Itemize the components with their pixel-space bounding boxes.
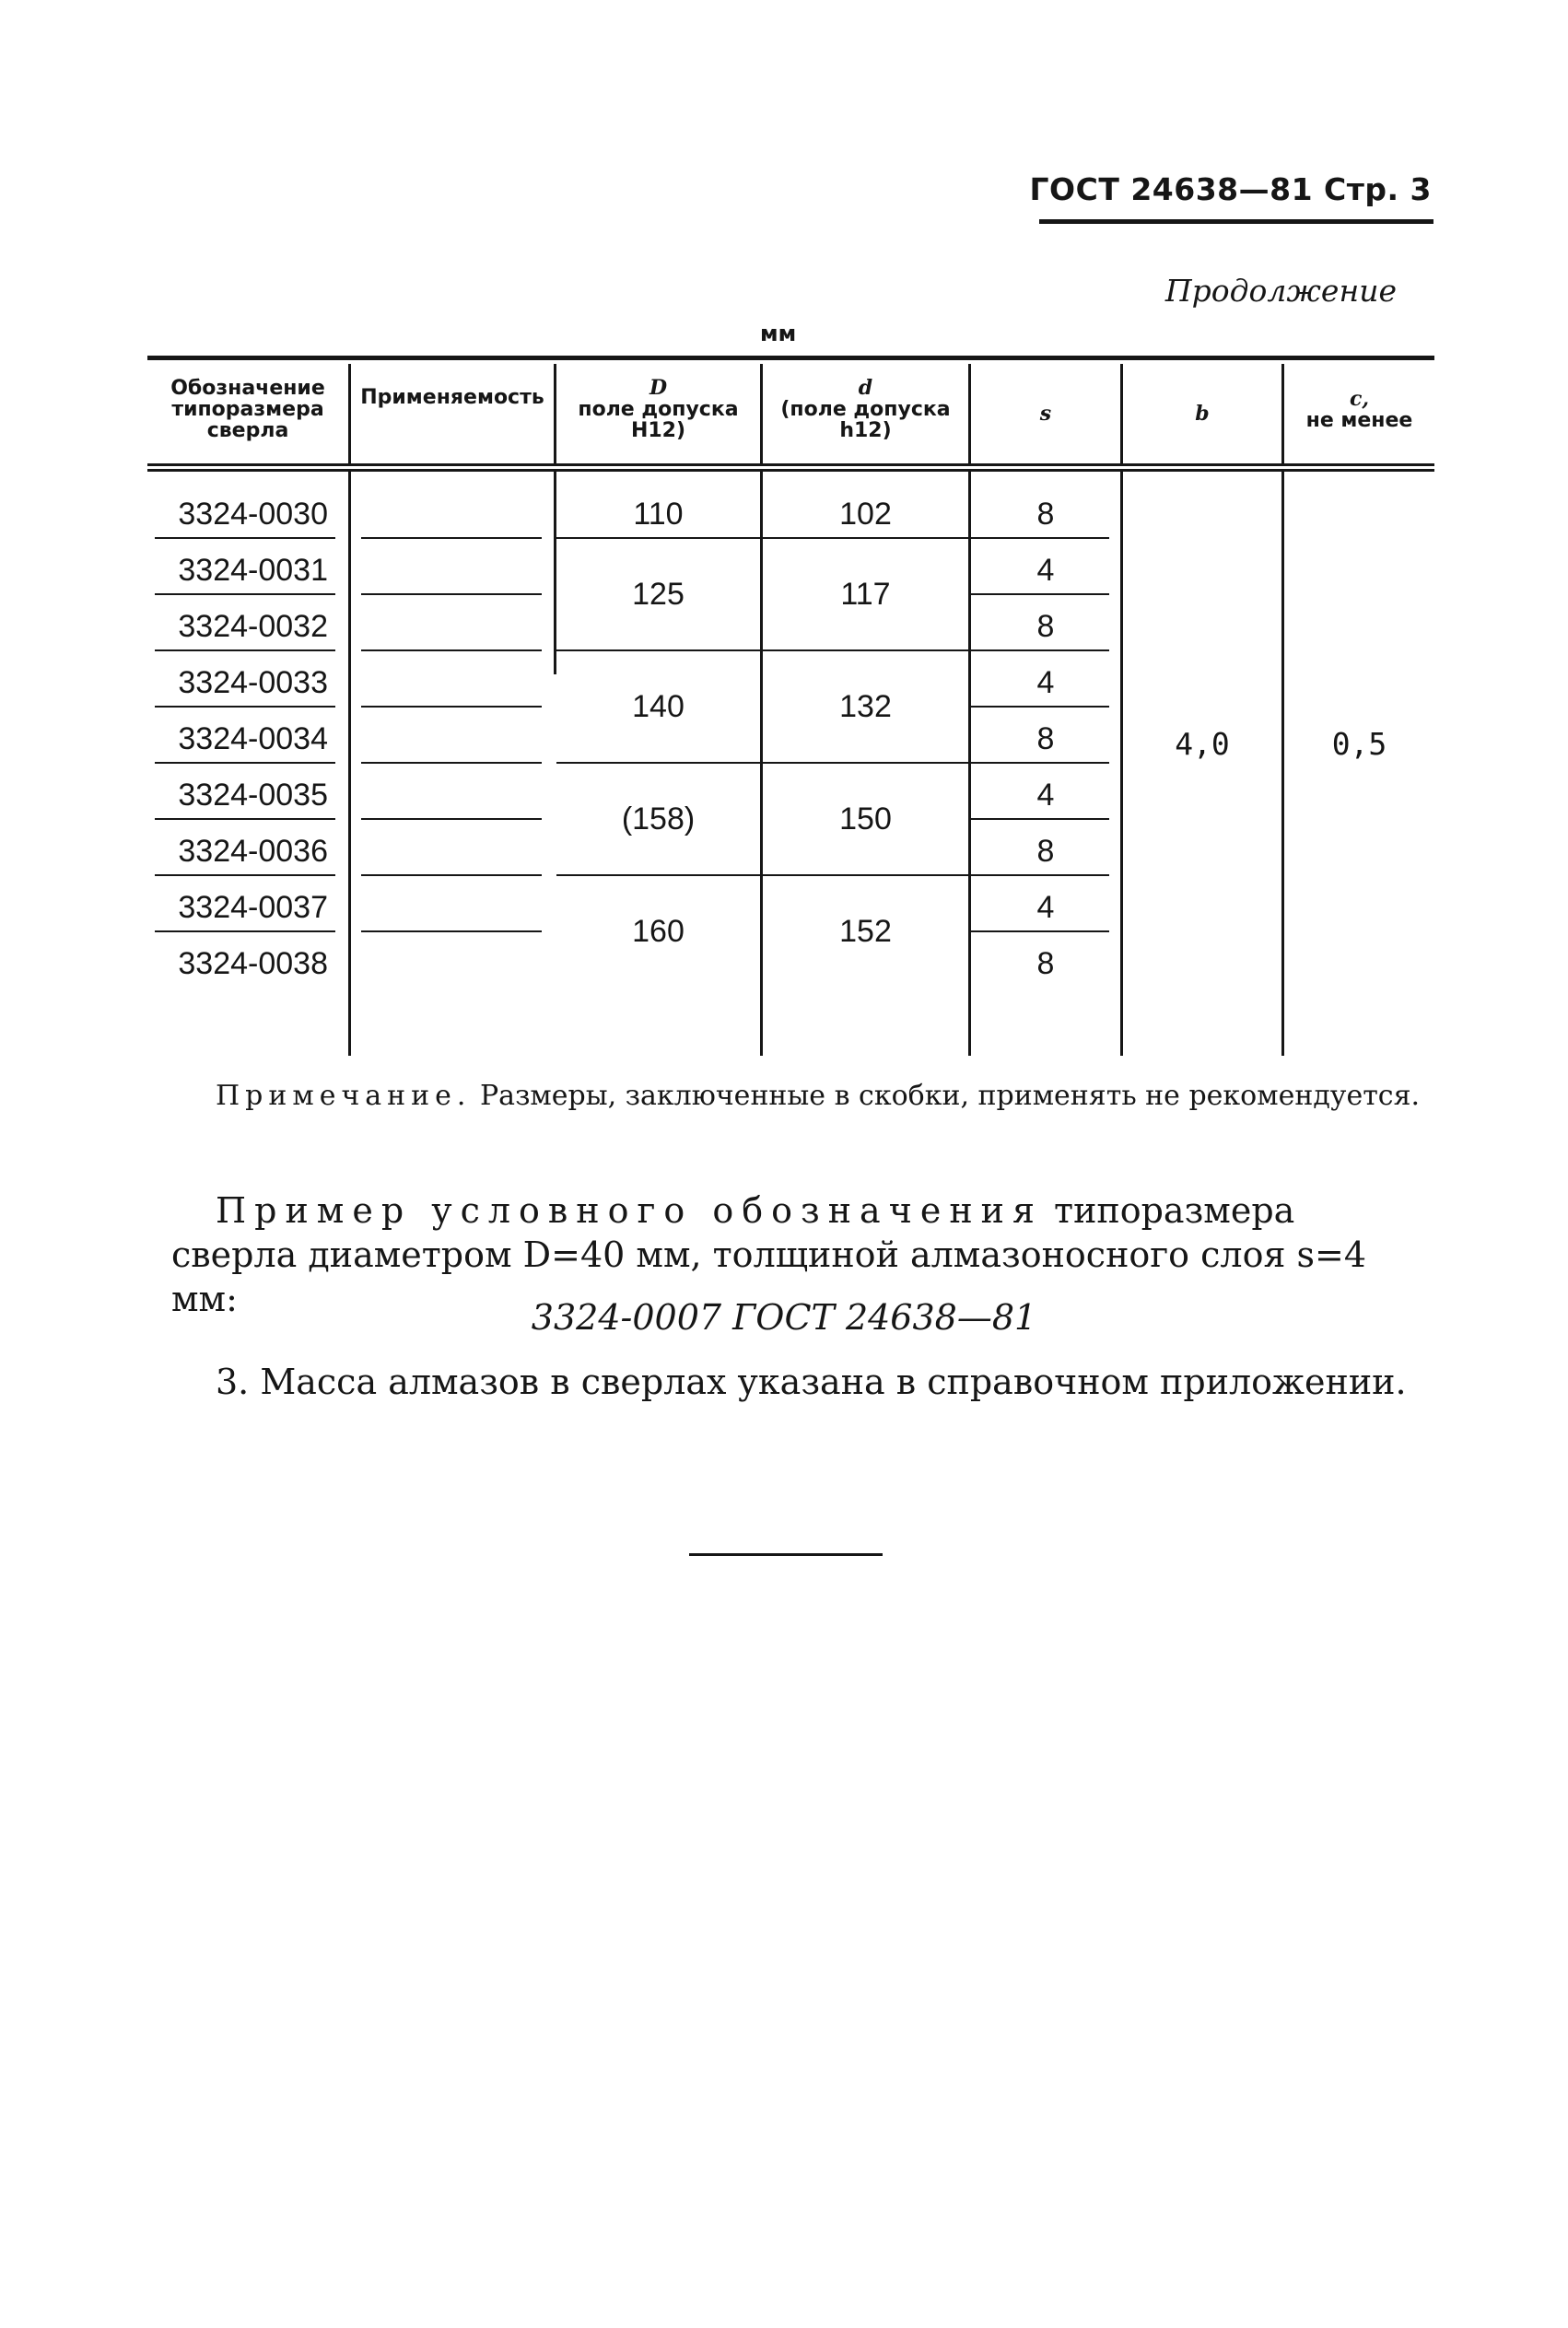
designation-cell: 3324-0037 bbox=[178, 890, 328, 925]
row-sep bbox=[361, 649, 542, 651]
col-header-c-symbol: c, bbox=[1349, 387, 1370, 411]
D-cell: 110 bbox=[633, 497, 684, 532]
designation-cell: 3324-0036 bbox=[178, 834, 328, 869]
continuation-label: Продолжение bbox=[1164, 273, 1397, 309]
s-cell: 4 bbox=[1036, 890, 1055, 925]
D-cell: 140 bbox=[632, 689, 685, 724]
s-cell: 8 bbox=[1036, 497, 1055, 532]
s-cell: 8 bbox=[1036, 946, 1055, 981]
col-header-applicability: Применяемость bbox=[360, 386, 544, 409]
col-header-D-symbol: D bbox=[649, 376, 668, 400]
col-line-5 bbox=[1120, 472, 1123, 1056]
s-cell: 8 bbox=[1036, 609, 1055, 644]
group-sep bbox=[556, 537, 968, 539]
designation-cell: 3324-0030 bbox=[178, 497, 328, 532]
example-lead: Пример условного обозначения bbox=[216, 1190, 1043, 1231]
row-sep bbox=[155, 537, 335, 539]
s-sep bbox=[971, 874, 1109, 876]
row-sep bbox=[155, 649, 335, 651]
table-top-rule bbox=[147, 356, 1434, 360]
s-cell: 8 bbox=[1036, 721, 1055, 756]
row-sep bbox=[155, 930, 335, 932]
table-note bbox=[216, 1078, 1427, 1115]
col-header-designation: Обозначение типоразмера сверла bbox=[170, 377, 325, 442]
d-cell: 102 bbox=[839, 497, 892, 532]
col-header-b: b bbox=[1195, 402, 1210, 426]
s-cell: 4 bbox=[1036, 553, 1055, 588]
d-cell: 152 bbox=[839, 914, 892, 949]
col-header-c-text: не менее bbox=[1305, 409, 1413, 432]
row-sep bbox=[155, 706, 335, 708]
col-header-d-text: (поле допуска h12) bbox=[780, 398, 951, 442]
s-sep bbox=[971, 649, 1109, 651]
col-header-D bbox=[556, 378, 760, 441]
col-header-c bbox=[1284, 389, 1434, 431]
page-header: ГОСТ 24638—81 Стр. 3 bbox=[1029, 171, 1432, 207]
col-line-1 bbox=[348, 472, 351, 1056]
end-rule bbox=[689, 1553, 883, 1556]
designation-cell: 3324-0032 bbox=[178, 609, 328, 644]
col-header-D-text: поле допуска H12) bbox=[578, 398, 739, 442]
example-designation: 3324-0007 ГОСТ 24638—81 bbox=[531, 1297, 1037, 1338]
s-sep bbox=[971, 593, 1109, 595]
c-cell: 0,5 bbox=[1331, 726, 1387, 762]
header-bottom-rule-2 bbox=[147, 469, 1434, 472]
designation-cell: 3324-0033 bbox=[178, 665, 328, 700]
designation-cell: 3324-0035 bbox=[178, 778, 328, 813]
D-cell: 160 bbox=[632, 914, 685, 949]
s-sep bbox=[971, 762, 1109, 764]
paragraph-3: 3. Масса алмазов в сверлах указана в справочном приложении. bbox=[216, 1362, 1407, 1402]
D-cell: (158) bbox=[621, 801, 696, 836]
s-sep bbox=[971, 537, 1109, 539]
group-sep bbox=[556, 874, 968, 876]
D-cell: 125 bbox=[632, 577, 685, 612]
d-cell: 117 bbox=[840, 577, 891, 612]
example-text: типоразмера сверла диаметром D=40 мм, толщиной алмазоносного слоя s=4 мм: bbox=[171, 1190, 1367, 1319]
designation-cell: 3324-0034 bbox=[178, 721, 328, 756]
note-text: Размеры, заключенные в скобки, применять не рекомендуется. bbox=[480, 1080, 1421, 1112]
designation-cell: 3324-0038 bbox=[178, 946, 328, 981]
b-cell: 4,0 bbox=[1175, 726, 1230, 762]
row-sep bbox=[155, 818, 335, 820]
s-sep bbox=[971, 706, 1109, 708]
row-sep bbox=[155, 593, 335, 595]
group-sep bbox=[556, 649, 968, 651]
d-cell: 132 bbox=[839, 689, 892, 724]
header-bottom-rule bbox=[147, 463, 1434, 466]
col-header-d bbox=[763, 378, 968, 441]
col-header-s: s bbox=[1039, 402, 1052, 426]
row-sep bbox=[361, 930, 542, 932]
col-line-3 bbox=[760, 472, 763, 1056]
row-sep bbox=[361, 593, 542, 595]
col-line-1-header bbox=[348, 364, 351, 463]
col-header-d-symbol: d bbox=[858, 376, 873, 400]
group-sep bbox=[556, 762, 968, 764]
row-sep bbox=[361, 537, 542, 539]
s-sep bbox=[971, 818, 1109, 820]
s-sep bbox=[971, 930, 1109, 932]
header-rule bbox=[1039, 219, 1433, 224]
designation-cell: 3324-0031 bbox=[178, 553, 328, 588]
note-label: Примечание. bbox=[216, 1080, 472, 1112]
row-sep bbox=[361, 874, 542, 876]
row-sep bbox=[361, 762, 542, 764]
unit-label: мм bbox=[760, 321, 797, 346]
row-sep bbox=[361, 818, 542, 820]
d-cell: 150 bbox=[839, 801, 892, 836]
s-cell: 4 bbox=[1036, 665, 1055, 700]
row-sep bbox=[155, 874, 335, 876]
row-sep bbox=[361, 706, 542, 708]
row-sep bbox=[155, 762, 335, 764]
s-cell: 4 bbox=[1036, 778, 1055, 813]
col-line-6 bbox=[1281, 472, 1284, 1056]
s-cell: 8 bbox=[1036, 834, 1055, 869]
